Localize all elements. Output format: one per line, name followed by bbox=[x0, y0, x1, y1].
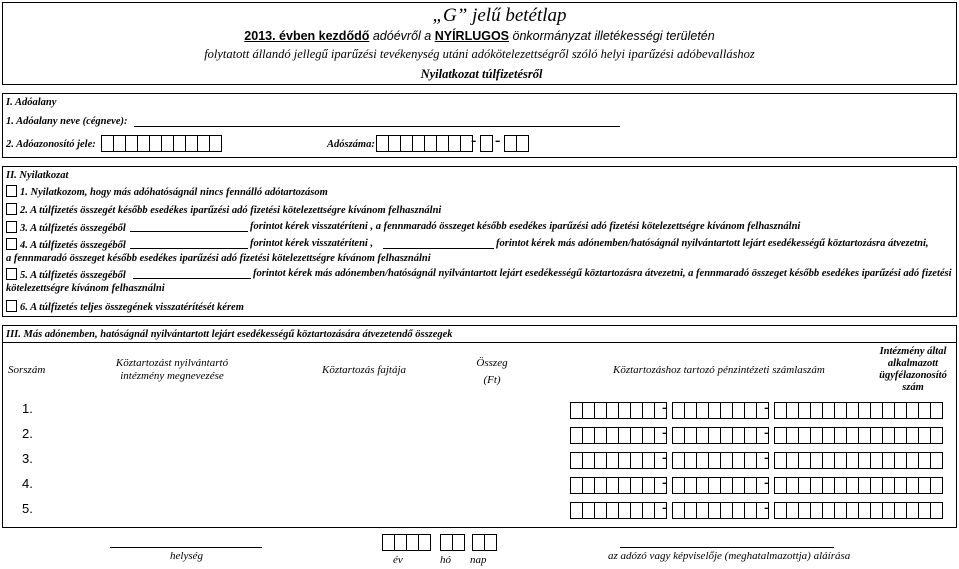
declaration-item-2[interactable] bbox=[6, 203, 441, 216]
declaration-text: forintot kérek más adónemben/hatóságnál nyilvántartott lejárt esedékességű köztartozásra átvezetni, a fennmaradó összeget később esedékes iparűzési adó fizetési bbox=[253, 268, 952, 279]
col-ugyfel-line: szám bbox=[902, 382, 924, 393]
col-szamla: Köztartozáshoz tartozó pénzintézeti számlaszám bbox=[613, 364, 825, 376]
declaration-item-4[interactable] bbox=[6, 238, 126, 251]
col-fajta: Köztartozás fajtája bbox=[322, 364, 407, 376]
client-id-cells[interactable] bbox=[870, 477, 942, 494]
day-cells[interactable] bbox=[472, 534, 496, 551]
date-cell[interactable] bbox=[452, 534, 465, 551]
declaration-text: a fennmaradó összeget később esedékes iparűzési adó fizetési kötelezettségre kívánom felhasználni bbox=[6, 253, 431, 264]
signature-label: az adózó vagy képviselője (meghatalmazottja) aláírása bbox=[608, 550, 851, 562]
checkbox[interactable] bbox=[6, 268, 17, 280]
tax-id-label: 2. Adóazonosító jele: bbox=[6, 139, 96, 150]
declaration-text: 2. A túlfizetés összegét később esedékes iparűzési adó fizetési kötelezettségre kívánom felhasználni bbox=[20, 205, 442, 216]
section2-heading: II. Nyilatkozat bbox=[6, 170, 69, 181]
declaration-item-6[interactable] bbox=[6, 300, 244, 313]
account-cells-a[interactable] bbox=[570, 402, 666, 419]
declaration-text: 6. A túlfizetés teljes összegének visszatérítését kérem bbox=[20, 302, 244, 313]
header-end: önkormányzat illetékességi területén bbox=[512, 29, 715, 43]
tax-id-cells[interactable] bbox=[101, 135, 221, 152]
tax-number-dash: - bbox=[495, 132, 501, 149]
col-osszeg-line: (Ft) bbox=[483, 374, 501, 386]
col-sorszam: Sorszám bbox=[8, 364, 46, 376]
row-number: 2. bbox=[22, 426, 33, 441]
account-dash: - bbox=[764, 474, 770, 491]
declaration-text: 1. Nyilatkozom, hogy más adóhatóságnál nincs fennálló adótartozásom bbox=[20, 187, 328, 198]
declaration-text: forintot kérek visszatéríteni , bbox=[250, 238, 374, 249]
month-label: hó bbox=[440, 554, 451, 566]
declaration-text: 4. A túlfizetés összegéből bbox=[20, 240, 126, 251]
item4-refund-field[interactable] bbox=[130, 237, 248, 249]
col-ugyfel-line: ügyfélazonosító bbox=[879, 370, 947, 381]
month-cells[interactable] bbox=[440, 534, 464, 551]
checkbox[interactable] bbox=[6, 238, 17, 250]
client-id-cells[interactable] bbox=[870, 452, 942, 469]
item5-amount-field[interactable] bbox=[133, 267, 251, 279]
tax-number-cells-b[interactable] bbox=[480, 135, 492, 152]
account-cell[interactable] bbox=[930, 502, 943, 519]
client-id-cells[interactable] bbox=[870, 502, 942, 519]
col-osszeg-line: Összeg bbox=[476, 357, 508, 369]
client-id-cells[interactable] bbox=[870, 402, 942, 419]
account-cells-a[interactable] bbox=[570, 427, 666, 444]
header-year: 2013. évben kezdődő bbox=[244, 29, 370, 43]
header-line1 bbox=[0, 29, 959, 43]
place-line[interactable] bbox=[110, 537, 262, 548]
tax-number-cell[interactable] bbox=[480, 135, 493, 152]
declaration-text: kötelezettségre kívánom felhasználni bbox=[6, 283, 165, 294]
account-cells-c[interactable] bbox=[774, 427, 870, 444]
tax-id-cell[interactable] bbox=[209, 135, 222, 152]
col-osszeg bbox=[470, 355, 514, 389]
client-id-cells[interactable] bbox=[870, 427, 942, 444]
account-cell[interactable] bbox=[930, 452, 943, 469]
account-cells-c[interactable] bbox=[774, 477, 870, 494]
tax-number-cells-c[interactable] bbox=[504, 135, 528, 152]
declaration-text: 3. A túlfizetés összegéből bbox=[20, 223, 126, 234]
header-line2: folytatott állandó jellegű iparűzési tevékenység utáni adókötelezettségről szóló helyi iparűzési adóbevalláshoz bbox=[204, 47, 755, 61]
declaration-text: 5. A túlfizetés összegéből bbox=[20, 270, 126, 281]
year-cells[interactable] bbox=[382, 534, 430, 551]
col-intezmeny-line: intézmény megnevezése bbox=[120, 370, 224, 382]
account-cells-b[interactable] bbox=[672, 402, 768, 419]
account-dash: - bbox=[764, 424, 770, 441]
account-dash: - bbox=[764, 499, 770, 516]
year-label: év bbox=[393, 554, 403, 566]
taxpayer-name-field[interactable] bbox=[134, 114, 620, 127]
account-dash: - bbox=[764, 399, 770, 416]
signature-line[interactable] bbox=[620, 537, 834, 548]
declaration-item-5[interactable] bbox=[6, 268, 126, 281]
account-dash: - bbox=[662, 424, 668, 441]
account-dash: - bbox=[662, 449, 668, 466]
item4-transfer-field[interactable] bbox=[383, 237, 494, 249]
account-cell[interactable] bbox=[930, 477, 943, 494]
place-label: helység bbox=[170, 550, 203, 562]
account-cells-b[interactable] bbox=[672, 452, 768, 469]
tax-number-label: Adószáma: bbox=[327, 139, 375, 150]
account-cells-a[interactable] bbox=[570, 502, 666, 519]
account-cells-a[interactable] bbox=[570, 477, 666, 494]
table-header-divider bbox=[2, 342, 957, 343]
checkbox[interactable] bbox=[6, 185, 17, 197]
col-intezmeny-line: Köztartozást nyilvántartó bbox=[115, 357, 229, 369]
header-city: NYÍRLUGOS bbox=[434, 29, 510, 43]
row-number: 1. bbox=[22, 401, 33, 416]
account-cells-b[interactable] bbox=[672, 477, 768, 494]
section1-heading: I. Adóalany bbox=[6, 97, 57, 108]
checkbox[interactable] bbox=[6, 203, 17, 215]
header-mid: adóévről a bbox=[372, 29, 432, 43]
account-cells-c[interactable] bbox=[774, 452, 870, 469]
date-cell[interactable] bbox=[484, 534, 497, 551]
taxpayer-name-label: 1. Adóalany neve (cégneve): bbox=[6, 116, 128, 127]
checkbox[interactable] bbox=[6, 221, 17, 233]
account-cells-b[interactable] bbox=[672, 502, 768, 519]
form-title: „G” jelű betétlap bbox=[432, 5, 567, 26]
col-ugyfel-line: alkalmazott bbox=[887, 358, 939, 369]
account-dash: - bbox=[764, 449, 770, 466]
declaration-text: forintot kérek visszatéríteni , a fennmaradó összeget később esedékes iparűzési adó fizetési kötelezettségre kívánom felhasználni bbox=[250, 221, 801, 232]
account-dash: - bbox=[662, 474, 668, 491]
col-ugyfel bbox=[872, 346, 954, 394]
account-cells-b[interactable] bbox=[672, 427, 768, 444]
checkbox[interactable] bbox=[6, 300, 17, 312]
declaration-item-3[interactable] bbox=[6, 221, 126, 234]
col-ugyfel-line: Intézmény által bbox=[879, 346, 947, 357]
declaration-text: forintot kérek más adónemben/hatóságnál nyilvántartott lejárt esedékességű köztartozásra átvezetni, bbox=[496, 238, 929, 249]
account-cell[interactable] bbox=[930, 402, 943, 419]
section3-heading: III. Más adónemben, hatóságnál nyilvántartott lejárt esedékességű köztartozására átvezetendő összegek bbox=[6, 329, 453, 340]
account-cells-c[interactable] bbox=[774, 402, 870, 419]
header-subtitle: Nyilatkozat túlfizetésről bbox=[420, 67, 543, 81]
date-cell[interactable] bbox=[418, 534, 431, 551]
row-number: 3. bbox=[22, 451, 33, 466]
tax-number-cells-a[interactable] bbox=[376, 135, 472, 152]
declaration-item-1[interactable] bbox=[6, 185, 328, 198]
col-intezmeny bbox=[108, 357, 236, 383]
account-dash: - bbox=[662, 499, 668, 516]
tax-number-dash: - bbox=[471, 132, 477, 149]
tax-number-cell[interactable] bbox=[516, 135, 529, 152]
day-label: nap bbox=[470, 554, 487, 566]
account-cell[interactable] bbox=[930, 427, 943, 444]
account-dash: - bbox=[662, 399, 668, 416]
item3-amount-field[interactable] bbox=[130, 220, 248, 232]
row-number: 5. bbox=[22, 501, 33, 516]
account-cells-c[interactable] bbox=[774, 502, 870, 519]
row-number: 4. bbox=[22, 476, 33, 491]
account-cells-a[interactable] bbox=[570, 452, 666, 469]
